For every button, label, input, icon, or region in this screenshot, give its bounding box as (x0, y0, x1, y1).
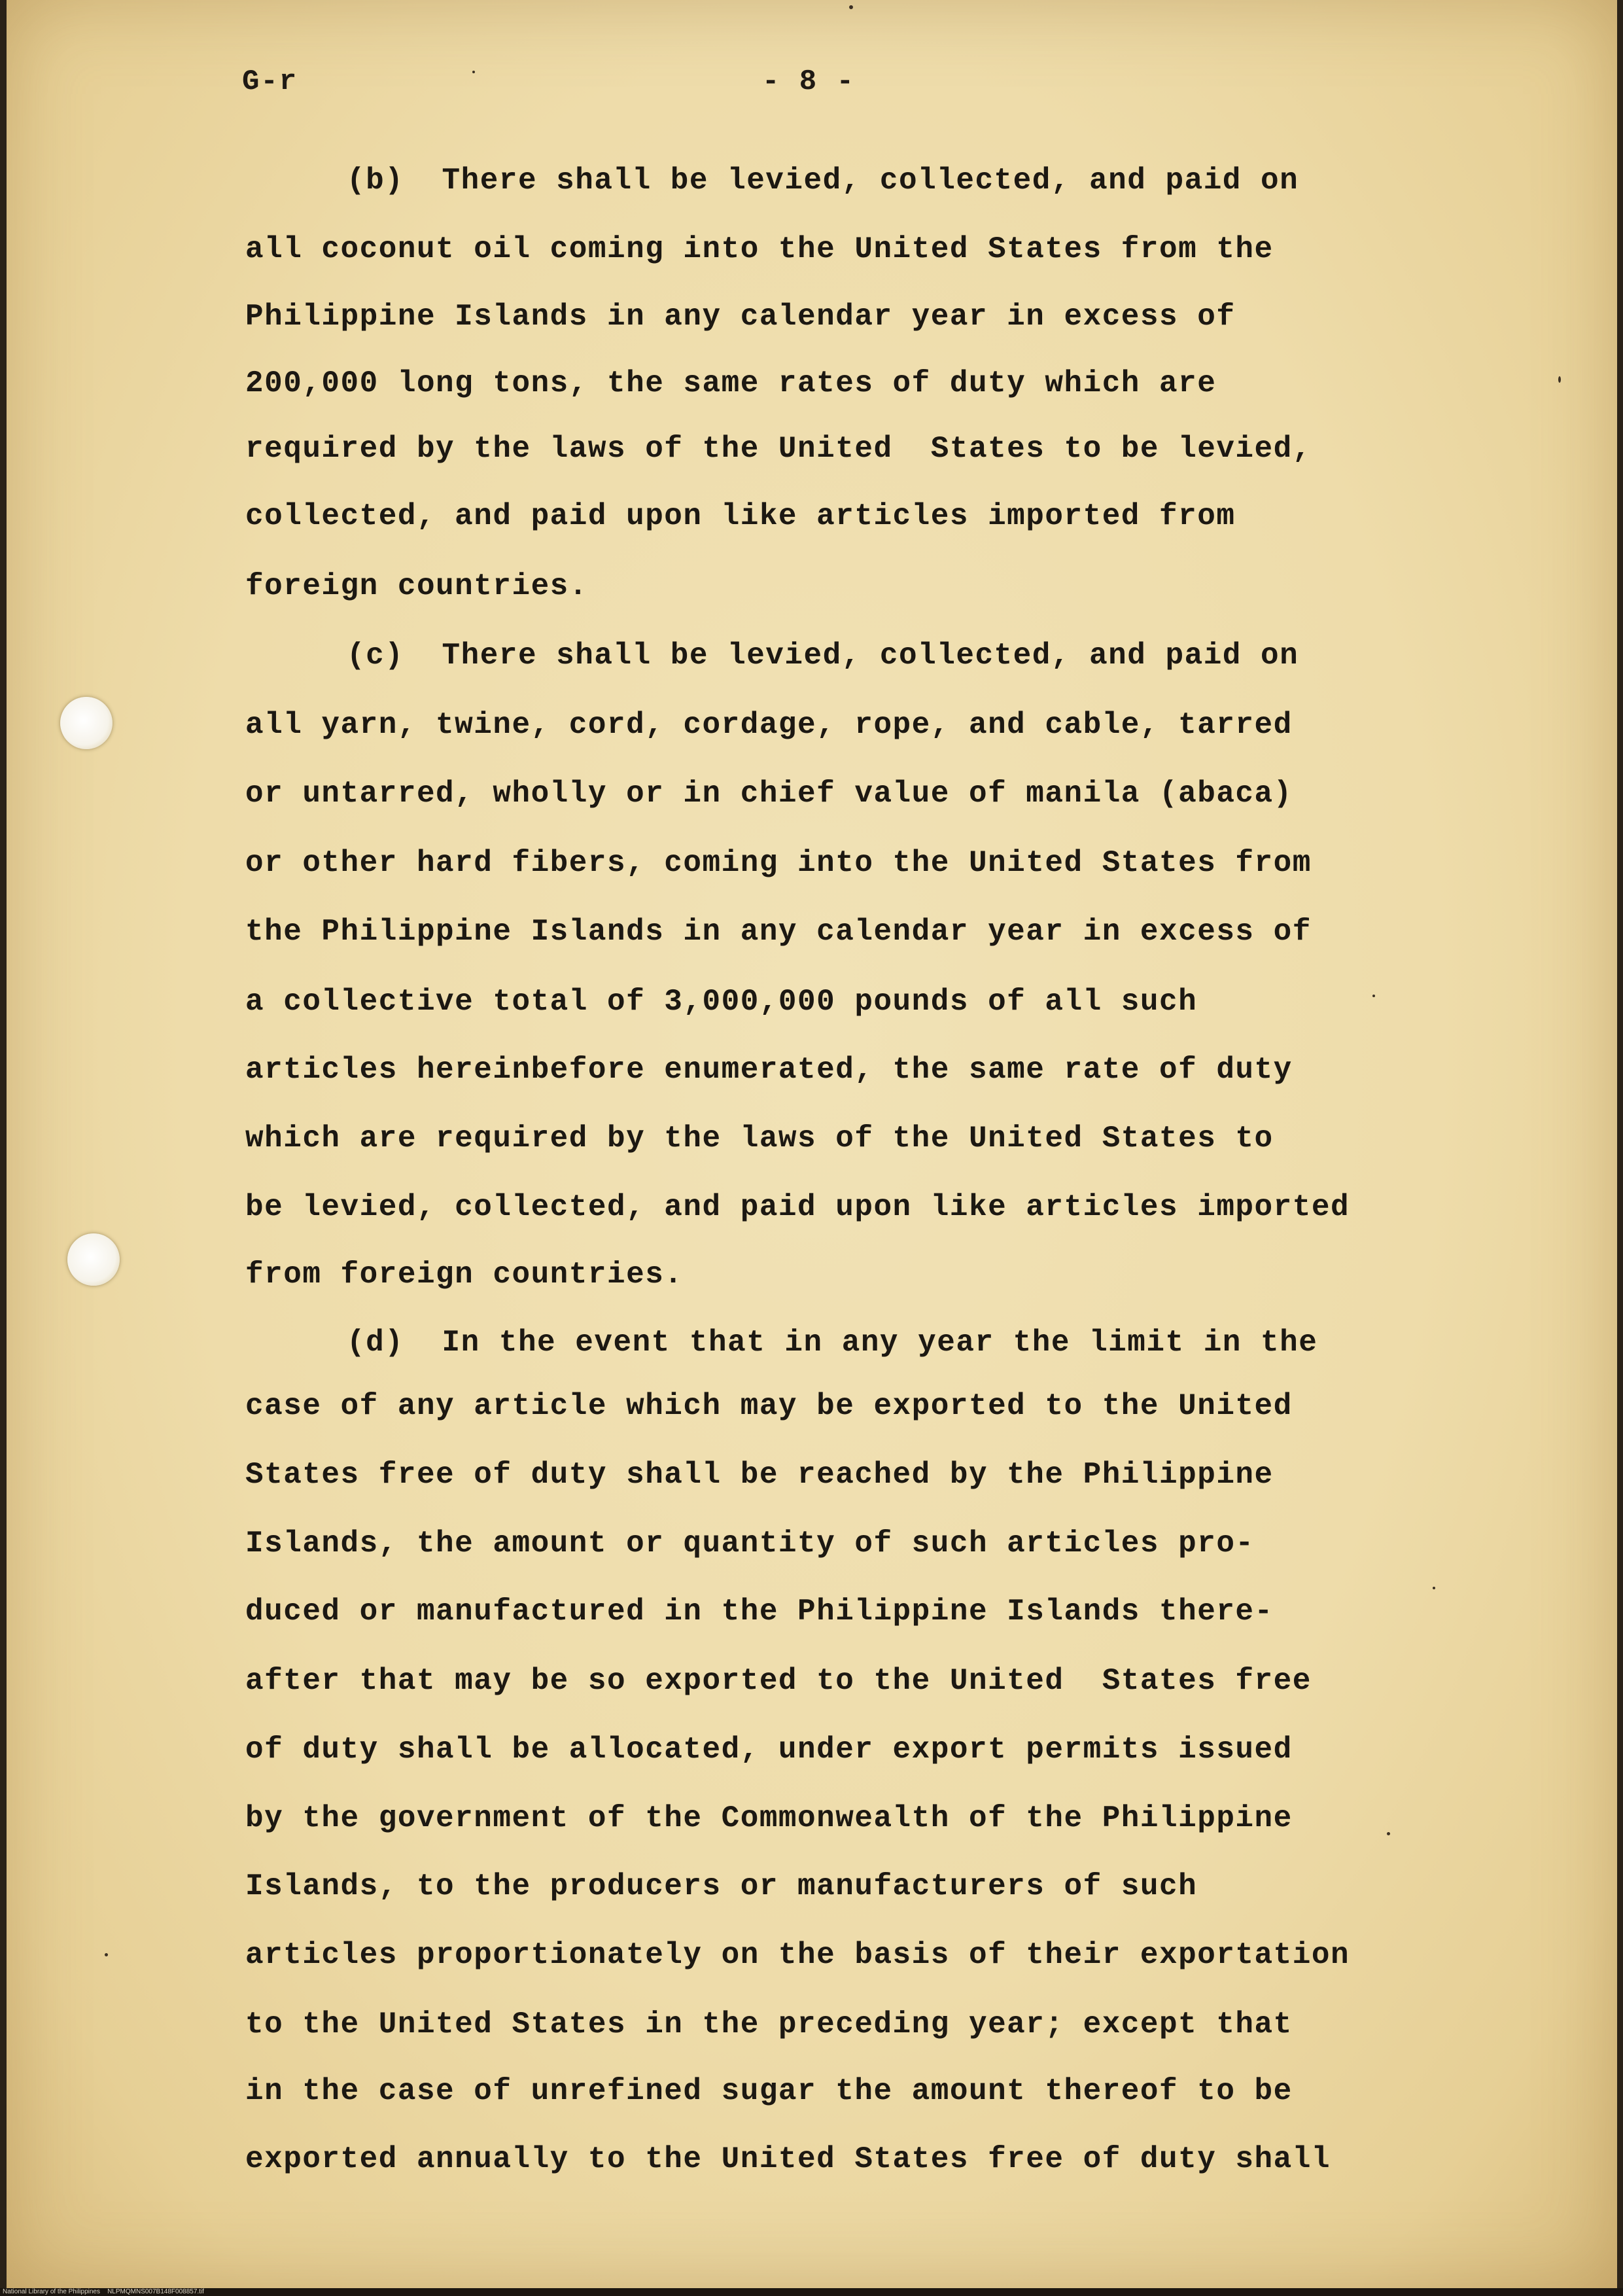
page-number: - 8 - (762, 65, 856, 98)
ink-speck (1433, 1587, 1435, 1589)
body-line: (b) There shall be levied, collected, and paid on (347, 164, 1299, 198)
archive-footer: National Library of the Philippines NLPMQMNS007B148F008857.tif (0, 2288, 1623, 2296)
body-line: or other hard fibers, coming into the United States from (245, 846, 1312, 880)
body-line: foreign countries. (245, 569, 588, 603)
body-line: Islands, the amount or quantity of such articles pro- (245, 1527, 1255, 1561)
body-line: Philippine Islands in any calendar year in excess of (245, 300, 1236, 334)
body-line: from foreign countries. (245, 1258, 684, 1292)
body-line: the Philippine Islands in any calendar year in excess of (245, 915, 1312, 949)
body-line: articles proportionately on the basis of their exportation (245, 1938, 1350, 1972)
body-line: duced or manufactured in the Philippine Islands there- (245, 1595, 1274, 1629)
body-line: all yarn, twine, cord, cordage, rope, and cable, tarred (245, 708, 1293, 742)
body-line: by the government of the Commonwealth of the Philippine (245, 1801, 1293, 1835)
body-line: after that may be so exported to the United States free (245, 1664, 1312, 1698)
body-line: (c) There shall be levied, collected, and paid on (347, 639, 1299, 673)
body-line: be levied, collected, and paid upon like articles imported (245, 1190, 1350, 1224)
document-page (7, 0, 1617, 2288)
body-line: Islands, to the producers or manufacturers of such (245, 1869, 1198, 1903)
body-line: exported annually to the United States free of duty shall (245, 2142, 1331, 2176)
ink-speck (1558, 376, 1561, 383)
ink-speck (1372, 995, 1375, 997)
body-line: States free of duty shall be reached by the Philippine (245, 1458, 1274, 1492)
ink-speck (1387, 1832, 1390, 1835)
body-line: a collective total of 3,000,000 pounds of all such (245, 985, 1198, 1019)
ink-speck (105, 1953, 108, 1956)
body-line: articles hereinbefore enumerated, the same rate of duty (245, 1053, 1293, 1087)
body-line: 200,000 long tons, the same rates of duty which are (245, 366, 1217, 400)
ink-speck (849, 5, 853, 9)
body-line: (d) In the event that in any year the limit in the (347, 1326, 1318, 1360)
body-line: all coconut oil coming into the United States from the (245, 232, 1274, 266)
body-line: required by the laws of the United States to be levied, (245, 432, 1312, 466)
body-line: to the United States in the preceding year; except that (245, 2007, 1293, 2041)
punch-hole (60, 697, 113, 749)
body-line: in the case of unrefined sugar the amount thereof to be (245, 2074, 1293, 2108)
body-line: or untarred, wholly or in chief value of manila (abaca) (245, 777, 1293, 811)
document-code: G-r (242, 65, 298, 98)
body-line: collected, and paid upon like articles imported from (245, 499, 1236, 533)
punch-hole (67, 1233, 120, 1286)
body-line: case of any article which may be exported to the United (245, 1389, 1293, 1423)
body-line: which are required by the laws of the United States to (245, 1122, 1274, 1156)
body-line: of duty shall be allocated, under export permits issued (245, 1733, 1293, 1767)
ink-speck (472, 71, 475, 73)
